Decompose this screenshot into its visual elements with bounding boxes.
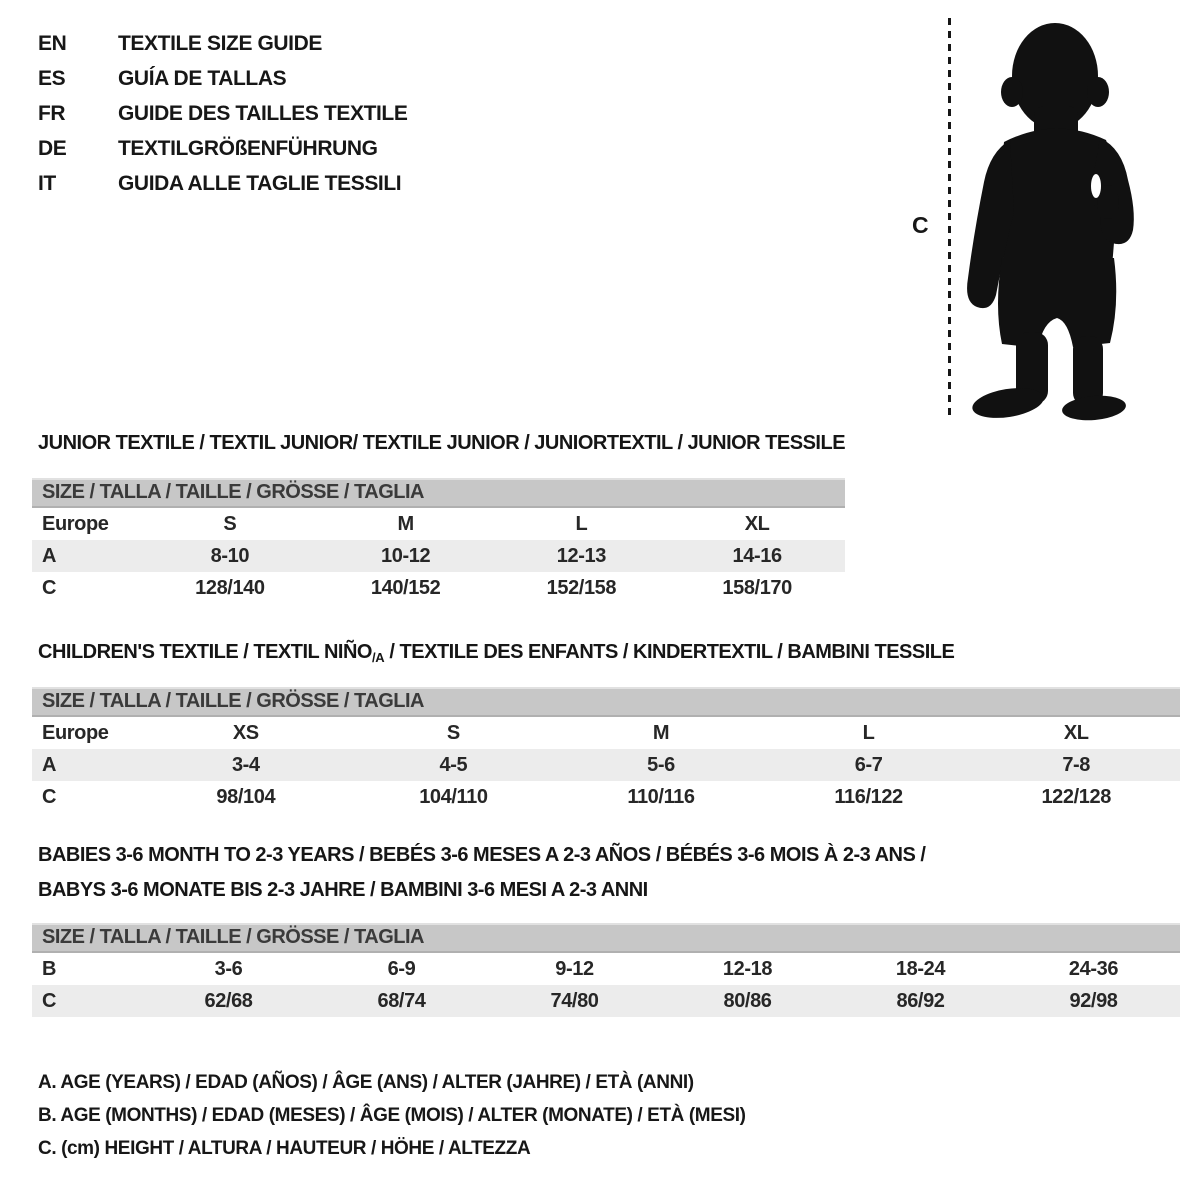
language-code: IT: [38, 171, 56, 195]
legend: [38, 1066, 746, 1165]
children-size-table: [32, 687, 1180, 813]
language-code: ES: [38, 66, 66, 90]
guide-title: TEXTILGRÖßENFÜHRUNG: [118, 136, 378, 160]
section-title-line1: BABIES 3-6 MONTH TO 2-3 YEARS / BEBÉS 3-6 MESES A 2-3 AÑOS / BÉBÉS 3-6 MOIS À 2-3 ANS /: [38, 844, 926, 866]
size-value: XS: [232, 721, 259, 744]
height-measure-label: C: [912, 212, 929, 238]
size-value: 6-7: [854, 753, 883, 776]
size-value: 9-12: [555, 957, 594, 980]
section-title-line2: BABYS 3-6 MONATE BIS 2-3 JAHRE / BAMBINI 3-6 MESI A 2-3 ANNI: [38, 879, 648, 901]
size-value: 10-12: [381, 544, 431, 567]
size-value: 152/158: [546, 576, 617, 599]
table-row: [32, 953, 1180, 985]
row-label: C: [42, 576, 57, 599]
guide-title: GUIDE DES TAILLES TEXTILE: [118, 101, 408, 125]
row-label: Europe: [42, 721, 109, 744]
section-title-subscript: /A: [371, 650, 385, 665]
table-row: [32, 985, 1180, 1017]
guide-title: GUIDA ALLE TAGLIE TESSILI: [118, 171, 402, 195]
table-row: [32, 572, 845, 604]
size-value: L: [862, 721, 875, 744]
guide-title: GUÍA DE TALLAS: [118, 66, 287, 90]
size-value: 8-10: [210, 544, 250, 567]
table-row: [32, 749, 1180, 781]
table-row: [32, 508, 845, 540]
table-row: [32, 781, 1180, 813]
size-value: M: [397, 512, 414, 535]
language-row: [38, 131, 407, 166]
size-value: 86/92: [896, 989, 945, 1012]
baby-silhouette-icon: [960, 14, 1140, 424]
row-label: B: [42, 957, 57, 980]
size-value: 140/152: [370, 576, 441, 599]
size-value: 104/110: [419, 785, 488, 808]
size-value: 14-16: [732, 544, 782, 567]
language-row: [38, 166, 407, 201]
row-label: A: [42, 753, 57, 776]
size-value: 122/128: [1041, 785, 1111, 808]
size-value: 6-9: [387, 957, 416, 980]
size-value: 18-24: [895, 957, 946, 980]
size-value: 24-36: [1068, 957, 1119, 980]
row-label: A: [42, 544, 57, 567]
size-value: 7-8: [1062, 753, 1091, 776]
section-title-text: / TEXTILE DES ENFANTS / KINDERTEXTIL / BAMBINI TESSILE: [384, 641, 955, 663]
table-body: [32, 508, 845, 604]
row-label: Europe: [42, 512, 109, 535]
size-value: 74/80: [550, 989, 599, 1012]
size-value: 3-4: [231, 753, 260, 776]
size-value: XL: [1063, 721, 1089, 744]
size-value: M: [652, 721, 670, 744]
size-value: S: [446, 721, 460, 744]
legend-line-b: B. AGE (MONTHS) / EDAD (MESES) / ÂGE (MOIS) / ALTER (MONATE) / ETÀ (MESI): [38, 1105, 746, 1126]
legend-line-a: A. AGE (YEARS) / EDAD (AÑOS) / ÂGE (ANS) / ALTER (JAHRE) / ETÀ (ANNI): [38, 1072, 694, 1093]
size-value: S: [223, 512, 237, 535]
section-title-text: CHILDREN'S TEXTILE / TEXTIL NIÑO: [38, 641, 372, 663]
language-row: [38, 61, 407, 96]
size-value: XL: [744, 512, 770, 535]
size-value: 98/104: [216, 785, 276, 808]
size-header-bar: SIZE / TALLA / TAILLE / GRÖSSE / TAGLIA: [32, 923, 1180, 953]
size-value: 128/140: [195, 576, 265, 599]
size-header-bar: SIZE / TALLA / TAILLE / GRÖSSE / TAGLIA: [32, 478, 845, 508]
size-value: 158/170: [722, 576, 792, 599]
language-title-list: [38, 26, 407, 201]
language-code: FR: [38, 101, 66, 125]
table-body: [32, 717, 1180, 813]
size-value: 4-5: [439, 753, 468, 776]
size-header-bar: SIZE / TALLA / TAILLE / GRÖSSE / TAGLIA: [32, 687, 1180, 717]
junior-size-table: [32, 478, 845, 604]
table-row: [32, 717, 1180, 749]
section-title-babies: [38, 838, 925, 908]
language-code: EN: [38, 31, 67, 55]
language-row: [38, 96, 407, 131]
table-body: [32, 953, 1180, 1017]
size-value: 92/98: [1069, 989, 1118, 1012]
language-row: [38, 26, 407, 61]
section-title-junior: JUNIOR TEXTILE / TEXTIL JUNIOR/ TEXTILE JUNIOR / JUNIORTEXTIL / JUNIOR TESSILE: [38, 432, 846, 454]
size-value: 5-6: [647, 753, 675, 776]
section-title-children: [38, 641, 954, 665]
size-value: 12-13: [556, 544, 606, 567]
size-value: 62/68: [204, 989, 253, 1012]
row-label: C: [42, 989, 57, 1012]
legend-line-c: C. (cm) HEIGHT / ALTURA / HAUTEUR / HÖHE / ALTEZZA: [38, 1138, 531, 1159]
height-measure-dashed-line: [948, 18, 951, 416]
table-row: [32, 540, 845, 572]
language-code: DE: [38, 136, 67, 160]
size-value: 80/86: [723, 989, 772, 1012]
row-label: C: [42, 785, 57, 808]
guide-title: TEXTILE SIZE GUIDE: [118, 31, 322, 55]
size-value: 116/122: [834, 785, 903, 808]
size-value: 68/74: [377, 989, 426, 1012]
size-value: L: [575, 512, 588, 535]
size-value: 12-18: [722, 957, 773, 980]
size-value: 3-6: [214, 957, 243, 980]
babies-size-table: [32, 923, 1180, 1017]
size-value: 110/116: [627, 785, 695, 808]
